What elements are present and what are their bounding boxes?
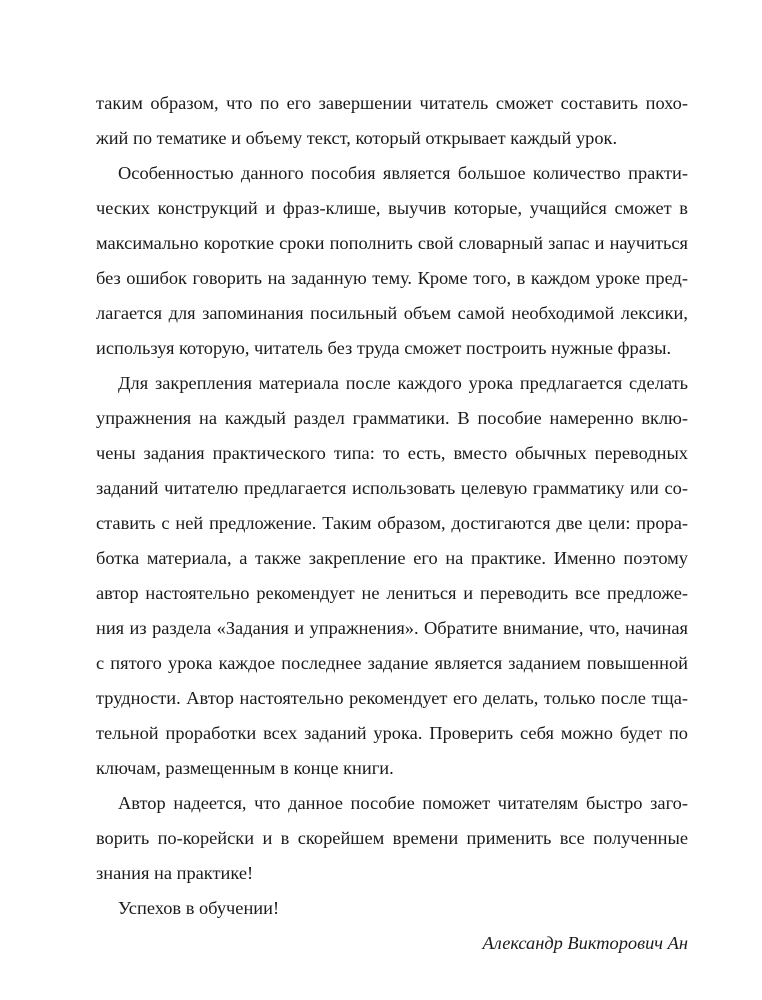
paragraph bbox=[96, 786, 688, 891]
text-line: Успехов в обучении! bbox=[118, 898, 280, 918]
text-line: знания на практике! bbox=[96, 863, 254, 883]
text-line: ворить по-корейски и в скорейшем времени применить все полученные bbox=[96, 828, 688, 848]
author-signature: Александр Викторович Ан bbox=[482, 933, 688, 953]
text-line: упражнения на каждый раздел грамматики. В пособие намеренно вклю- bbox=[96, 408, 688, 428]
text-line: с пятого урока каждое последнее задание является заданием повышенной bbox=[96, 653, 688, 673]
text-line: без ошибок говорить на заданную тему. Кроме того, в каждом уроке пред- bbox=[96, 268, 688, 288]
text-line: ботка материала, а также закрепление его на практике. Именно поэтому bbox=[96, 548, 688, 568]
paragraph bbox=[96, 891, 688, 926]
text-line: ния из раздела «Задания и упражнения». Обратите внимание, что, начиная bbox=[96, 618, 688, 638]
paragraph bbox=[96, 156, 688, 366]
text-line: трудности. Автор настоятельно рекомендует его делать, только после тща- bbox=[96, 688, 688, 708]
text-line: лагается для запоминания посильный объем самой необходимой лексики, bbox=[96, 303, 688, 323]
paragraph bbox=[96, 86, 688, 156]
paragraph bbox=[96, 366, 688, 786]
text-line: максимально короткие сроки пополнить свой словарный запас и научиться bbox=[96, 233, 688, 253]
text-line: используя которую, читатель без труда сможет построить нужные фразы. bbox=[96, 338, 672, 358]
text-line: тельной проработки всех заданий урока. Проверить себя можно будет по bbox=[96, 723, 688, 743]
text-line: таким образом, что по его завершении читатель сможет составить похо- bbox=[96, 93, 688, 113]
text-line: ключам, размещенным в конце книги. bbox=[96, 758, 394, 778]
text-line: ставить с ней предложение. Таким образом, достигаются две цели: прора- bbox=[96, 513, 688, 533]
text-line: автор настоятельно рекомендует не лениться и переводить все предложе- bbox=[96, 583, 688, 603]
text-line: Для закрепления материала после каждого урока предлагается сделать bbox=[118, 373, 688, 393]
text-line: заданий читателю предлагается использовать целевую грамматику или со- bbox=[96, 478, 688, 498]
text-line: Особенностью данного пособия является большое количество практи- bbox=[118, 163, 688, 183]
text-line: ческих конструкций и фраз-клише, выучив которые, учащийся сможет в bbox=[96, 198, 688, 218]
text-line: Автор надеется, что данное пособие поможет читателям быстро заго- bbox=[118, 793, 688, 813]
text-line: жий по тематике и объему текст, который открывает каждый урок. bbox=[96, 128, 618, 148]
text-line: чены задания практического типа: то есть, вместо обычных переводных bbox=[96, 443, 688, 463]
